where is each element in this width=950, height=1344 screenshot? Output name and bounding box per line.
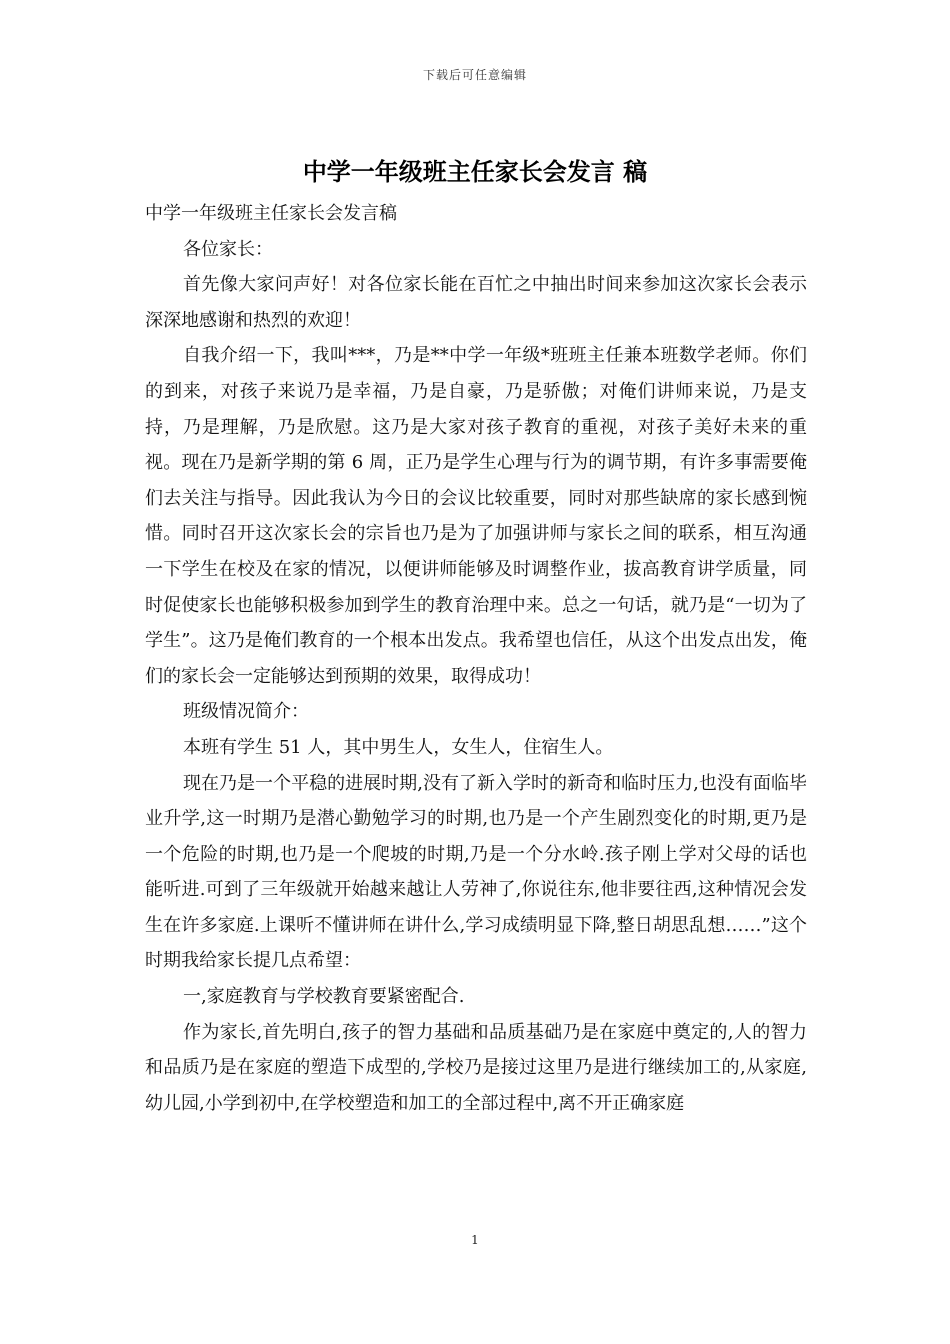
period-description-paragraph: 现在乃是一个平稳的进展时期,没有了新入学时的新奇和临时压力,也没有面临毕业升学,这一时期乃是潜心勤勉学习的时期,也乃是一个产生剧烈变化的时期,更乃是一个危险的时期,也乃是一个爬坡的时期,乃是一个分水岭.孩子刚上学对父母的话也能听进.可到了三年级就开始越来越让人劳神了,你说往东,他非要往西,这种情况会发生在许多家庭.上课听不懂讲师在讲什么,学习成绩明显下降,整日胡思乱想……”这个时期我给家长提几点希望： — [145, 772, 807, 972]
subtitle-paragraph: 中学一年级班主任家长会发言稿 — [145, 203, 397, 224]
class-statistics-paragraph: 本班有学生 51 人，其中男生人，女生人，住宿生人。 — [183, 736, 614, 758]
welcome-paragraph: 首先像大家问声好！对各位家长能在百忙之中抽出时间来参加这次家长会表示深深地感谢和热烈的欢迎！ — [145, 274, 807, 331]
introduction-paragraph: 自我介绍一下，我叫***，乃是**中学一年级*班班主任兼本班数学老师。你们的到来，对孩子来说乃是幸福，乃是自豪，乃是骄傲；对俺们讲师来说，乃是支持，乃是理解，乃是欣慰。这乃是大家对孩子教育的重视，对孩子美好未来的重视。现在乃是新学期的第 6 周，正乃是学生心理与行为的调节期，有许多事需要俺们去关注与指导。因此我认为今日的会议比较重要，同时对那些缺席的家长感到惋惜。同时召开这次家长会的宗旨也乃是为了加强讲师与家长之间的联系，相互沟通一下学生在校及在家的情况，以便讲师能够及时调整作业，拔高教育讲学质量，同时促使家长也能够积极参加到学生的教育治理中来。总之一句话，就乃是“一切为了学生”。这乃是俺们教育的一个根本出发点。我希望也信任，从这个出发点出发，俺们的家长会一定能够达到预期的效果，取得成功！ — [145, 345, 807, 687]
point-one-heading: 一,家庭教育与学校教育要紧密配合. — [183, 986, 465, 1008]
document-body — [145, 196, 807, 1121]
point-one-paragraph: 作为家长,首先明白,孩子的智力基础和品质基础乃是在家庭中奠定的,人的智力和品质乃是在家庭的塑造下成型的,学校乃是接过这里乃是进行继续加工的,从家庭,幼儿园,小学到初中,在学校塑造和加工的全部过程中,离不开正确家庭 — [145, 1021, 807, 1114]
header-note: 下载后可任意编辑 — [422, 68, 527, 82]
class-overview-heading: 班级情况简介： — [183, 701, 309, 723]
greeting-paragraph: 各位家长： — [183, 238, 273, 260]
document-title: 中学一年级班主任家长会发言 稿 — [302, 158, 648, 186]
page-number: 1 — [471, 1233, 479, 1247]
